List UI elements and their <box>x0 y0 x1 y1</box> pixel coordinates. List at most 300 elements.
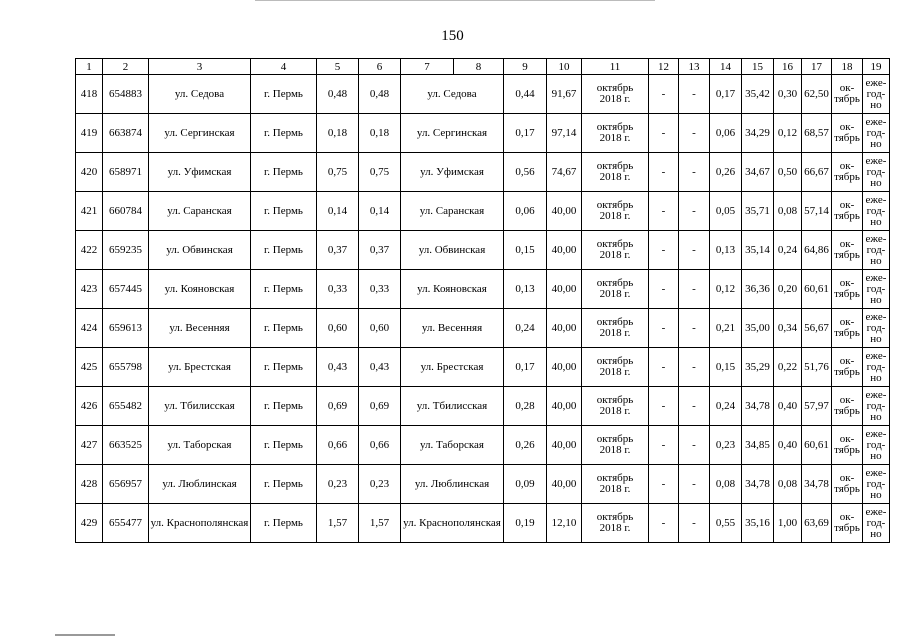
value-col5-cell: 0,48 <box>317 75 359 114</box>
dash-col13-cell: - <box>679 192 710 231</box>
dash-col12-cell: - <box>649 192 679 231</box>
table-row <box>76 270 890 309</box>
frequency-cell-line: год- <box>866 165 886 178</box>
street-name-cell: ул. Сергинская <box>149 114 251 153</box>
frequency-cell <box>863 270 890 309</box>
location-street-cell: ул. Таборская <box>401 426 504 465</box>
date-cell <box>582 504 649 543</box>
value-col16-cell: 0,20 <box>774 270 802 309</box>
date-cell-line: 2018 г. <box>599 249 631 261</box>
page-number: 150 <box>441 28 464 44</box>
value-col14-cell: 0,12 <box>710 270 742 309</box>
percent-col15-cell: 34,78 <box>742 465 774 504</box>
percent-col17-cell: 68,57 <box>802 114 832 153</box>
frequency-cell <box>863 114 890 153</box>
month-cell <box>832 348 863 387</box>
percent-col15-cell: 34,78 <box>742 387 774 426</box>
object-id-cell: 657445 <box>103 270 149 309</box>
value-col9-cell: 0,28 <box>504 387 547 426</box>
value-col14-cell: 0,05 <box>710 192 742 231</box>
frequency-cell-line: год- <box>866 516 886 529</box>
value-col9-cell: 0,13 <box>504 270 547 309</box>
value-col9-cell: 0,19 <box>504 504 547 543</box>
date-cell <box>582 348 649 387</box>
value-col14-cell: 0,06 <box>710 114 742 153</box>
value-col16-cell: 0,24 <box>774 231 802 270</box>
dash-col12-cell: - <box>649 309 679 348</box>
month-cell <box>832 387 863 426</box>
column-header-12: 12 <box>649 59 679 75</box>
percent-col15-cell: 34,85 <box>742 426 774 465</box>
percent-col10-cell: 40,00 <box>547 270 582 309</box>
city-cell: г. Пермь <box>251 387 317 426</box>
location-street-cell: ул. Брестская <box>401 348 504 387</box>
month-cell-line: тябрь <box>834 522 860 534</box>
month-cell-line: тябрь <box>834 249 860 261</box>
city-cell: г. Пермь <box>251 270 317 309</box>
table-row <box>76 192 890 231</box>
city-cell: г. Пермь <box>251 192 317 231</box>
dash-col13-cell: - <box>679 387 710 426</box>
month-cell-line: тябрь <box>834 483 860 495</box>
dash-col13-cell: - <box>679 504 710 543</box>
value-col6-cell: 0,48 <box>359 75 401 114</box>
month-cell <box>832 153 863 192</box>
table-row <box>76 114 890 153</box>
frequency-cell-line: но <box>870 488 882 501</box>
frequency-cell-line: но <box>870 98 882 111</box>
dash-col12-cell: - <box>649 75 679 114</box>
row-number-cell: 428 <box>76 465 103 504</box>
month-cell-line: ок- <box>839 82 855 94</box>
column-header-17: 17 <box>802 59 832 75</box>
dash-col12-cell: - <box>649 387 679 426</box>
row-number-cell: 422 <box>76 231 103 270</box>
object-id-cell: 655482 <box>103 387 149 426</box>
value-col5-cell: 0,60 <box>317 309 359 348</box>
value-col14-cell: 0,24 <box>710 387 742 426</box>
date-cell-line: октябрь <box>596 160 634 172</box>
month-cell-line: ок- <box>839 433 855 445</box>
column-header-9: 9 <box>504 59 547 75</box>
percent-col15-cell: 35,14 <box>742 231 774 270</box>
table-row <box>76 348 890 387</box>
city-cell: г. Пермь <box>251 114 317 153</box>
date-cell-line: октябрь <box>596 394 634 406</box>
table-row <box>76 231 890 270</box>
column-header-1: 1 <box>76 59 103 75</box>
percent-col17-cell: 63,69 <box>802 504 832 543</box>
month-cell <box>832 114 863 153</box>
scan-edge-mark <box>55 634 115 636</box>
object-id-cell: 655477 <box>103 504 149 543</box>
street-name-cell: ул. Люблинская <box>149 465 251 504</box>
date-cell-line: октябрь <box>596 82 634 94</box>
frequency-cell-line: год- <box>866 399 886 412</box>
percent-col17-cell: 34,78 <box>802 465 832 504</box>
value-col14-cell: 0,21 <box>710 309 742 348</box>
value-col9-cell: 0,56 <box>504 153 547 192</box>
date-cell <box>582 465 649 504</box>
percent-col17-cell: 62,50 <box>802 75 832 114</box>
dash-col12-cell: - <box>649 114 679 153</box>
percent-col15-cell: 35,42 <box>742 75 774 114</box>
dash-col12-cell: - <box>649 231 679 270</box>
frequency-cell-line: но <box>870 215 882 228</box>
percent-col17-cell: 57,14 <box>802 192 832 231</box>
month-cell-line: ок- <box>839 394 855 406</box>
dash-col13-cell: - <box>679 348 710 387</box>
dash-col13-cell: - <box>679 309 710 348</box>
month-cell <box>832 192 863 231</box>
frequency-cell-line: еже- <box>865 388 887 401</box>
column-header-8: 8 <box>454 59 504 75</box>
column-header-2: 2 <box>103 59 149 75</box>
frequency-cell-line: но <box>870 293 882 306</box>
city-cell: г. Пермь <box>251 465 317 504</box>
table-row <box>76 426 890 465</box>
frequency-cell <box>863 309 890 348</box>
month-cell-line: тябрь <box>834 366 860 378</box>
percent-col10-cell: 40,00 <box>547 309 582 348</box>
month-cell-line: ок- <box>839 277 855 289</box>
frequency-cell-line: но <box>870 332 882 345</box>
city-cell: г. Пермь <box>251 504 317 543</box>
percent-col10-cell: 40,00 <box>547 192 582 231</box>
percent-col17-cell: 66,67 <box>802 153 832 192</box>
frequency-cell-line: но <box>870 176 882 189</box>
street-name-cell: ул. Брестская <box>149 348 251 387</box>
value-col6-cell: 0,43 <box>359 348 401 387</box>
dash-col12-cell: - <box>649 348 679 387</box>
value-col6-cell: 0,33 <box>359 270 401 309</box>
month-cell-line: тябрь <box>834 93 860 105</box>
month-cell-line: ок- <box>839 160 855 172</box>
month-cell-line: тябрь <box>834 288 860 300</box>
object-id-cell: 660784 <box>103 192 149 231</box>
row-number-cell: 424 <box>76 309 103 348</box>
header-row <box>76 59 890 75</box>
value-col9-cell: 0,44 <box>504 75 547 114</box>
value-col6-cell: 0,66 <box>359 426 401 465</box>
dash-col13-cell: - <box>679 114 710 153</box>
frequency-cell <box>863 504 890 543</box>
city-cell: г. Пермь <box>251 231 317 270</box>
frequency-cell-line: еже- <box>865 115 887 128</box>
percent-col17-cell: 60,61 <box>802 426 832 465</box>
value-col16-cell: 0,30 <box>774 75 802 114</box>
city-cell: г. Пермь <box>251 348 317 387</box>
date-cell <box>582 426 649 465</box>
percent-col15-cell: 34,67 <box>742 153 774 192</box>
frequency-cell-line: год- <box>866 204 886 217</box>
percent-col17-cell: 51,76 <box>802 348 832 387</box>
value-col6-cell: 0,60 <box>359 309 401 348</box>
month-cell-line: тябрь <box>834 327 860 339</box>
frequency-cell <box>863 348 890 387</box>
value-col6-cell: 0,23 <box>359 465 401 504</box>
month-cell <box>832 270 863 309</box>
street-name-cell: ул. Таборская <box>149 426 251 465</box>
value-col16-cell: 0,40 <box>774 426 802 465</box>
location-street-cell: ул. Седова <box>401 75 504 114</box>
value-col5-cell: 0,18 <box>317 114 359 153</box>
frequency-cell-line: но <box>870 449 882 462</box>
frequency-cell-line: год- <box>866 360 886 373</box>
month-cell <box>832 426 863 465</box>
location-street-cell: ул. Люблинская <box>401 465 504 504</box>
percent-col10-cell: 12,10 <box>547 504 582 543</box>
month-cell <box>832 75 863 114</box>
percent-col10-cell: 40,00 <box>547 231 582 270</box>
city-cell: г. Пермь <box>251 153 317 192</box>
table-row <box>76 504 890 543</box>
column-header-15: 15 <box>742 59 774 75</box>
month-cell-line: ок- <box>839 472 855 484</box>
date-cell-line: 2018 г. <box>599 132 631 144</box>
table-row <box>76 465 890 504</box>
frequency-cell-line: еже- <box>865 466 887 479</box>
month-cell-line: ок- <box>839 316 855 328</box>
value-col6-cell: 1,57 <box>359 504 401 543</box>
value-col16-cell: 0,40 <box>774 387 802 426</box>
dash-col12-cell: - <box>649 504 679 543</box>
scan-edge-mark <box>255 0 655 1</box>
date-cell <box>582 270 649 309</box>
value-col16-cell: 0,12 <box>774 114 802 153</box>
date-cell <box>582 75 649 114</box>
value-col5-cell: 0,37 <box>317 231 359 270</box>
row-number-cell: 418 <box>76 75 103 114</box>
percent-col15-cell: 34,29 <box>742 114 774 153</box>
date-cell-line: 2018 г. <box>599 327 631 339</box>
street-name-cell: ул. Уфимская <box>149 153 251 192</box>
registry-table <box>75 58 890 543</box>
value-col5-cell: 0,75 <box>317 153 359 192</box>
frequency-cell-line: год- <box>866 243 886 256</box>
frequency-cell-line: еже- <box>865 271 887 284</box>
column-header-16: 16 <box>774 59 802 75</box>
date-cell-line: 2018 г. <box>599 93 631 105</box>
table-header <box>76 59 890 75</box>
row-number-cell: 420 <box>76 153 103 192</box>
value-col16-cell: 0,34 <box>774 309 802 348</box>
frequency-cell <box>863 231 890 270</box>
object-id-cell: 659235 <box>103 231 149 270</box>
month-cell-line: тябрь <box>834 171 860 183</box>
frequency-cell-line: но <box>870 527 882 540</box>
frequency-cell <box>863 387 890 426</box>
percent-col17-cell: 56,67 <box>802 309 832 348</box>
object-id-cell: 658971 <box>103 153 149 192</box>
row-number-cell: 423 <box>76 270 103 309</box>
location-street-cell: ул. Весенняя <box>401 309 504 348</box>
row-number-cell: 429 <box>76 504 103 543</box>
month-cell-line: тябрь <box>834 210 860 222</box>
date-cell-line: октябрь <box>596 121 634 133</box>
table-body <box>76 75 890 543</box>
object-id-cell: 655798 <box>103 348 149 387</box>
frequency-cell-line: год- <box>866 87 886 100</box>
value-col16-cell: 0,08 <box>774 465 802 504</box>
column-header-5: 5 <box>317 59 359 75</box>
frequency-cell-line: еже- <box>865 505 887 518</box>
street-name-cell: ул. Кояновская <box>149 270 251 309</box>
street-name-cell: ул. Седова <box>149 75 251 114</box>
date-cell <box>582 153 649 192</box>
month-cell-line: тябрь <box>834 405 860 417</box>
date-cell-line: октябрь <box>596 199 634 211</box>
value-col16-cell: 0,08 <box>774 192 802 231</box>
value-col14-cell: 0,23 <box>710 426 742 465</box>
date-cell-line: 2018 г. <box>599 522 631 534</box>
row-number-cell: 427 <box>76 426 103 465</box>
value-col5-cell: 0,43 <box>317 348 359 387</box>
value-col16-cell: 1,00 <box>774 504 802 543</box>
date-cell-line: 2018 г. <box>599 210 631 222</box>
value-col14-cell: 0,15 <box>710 348 742 387</box>
date-cell-line: октябрь <box>596 238 634 250</box>
date-cell-line: октябрь <box>596 277 634 289</box>
value-col5-cell: 0,23 <box>317 465 359 504</box>
percent-col17-cell: 64,86 <box>802 231 832 270</box>
value-col16-cell: 0,22 <box>774 348 802 387</box>
table-row <box>76 153 890 192</box>
frequency-cell-line: год- <box>866 126 886 139</box>
value-col14-cell: 0,17 <box>710 75 742 114</box>
frequency-cell-line: но <box>870 410 882 423</box>
month-cell-line: ок- <box>839 199 855 211</box>
column-header-14: 14 <box>710 59 742 75</box>
frequency-cell-line: еже- <box>865 154 887 167</box>
value-col6-cell: 0,18 <box>359 114 401 153</box>
value-col9-cell: 0,06 <box>504 192 547 231</box>
row-number-cell: 419 <box>76 114 103 153</box>
frequency-cell-line: но <box>870 254 882 267</box>
object-id-cell: 663874 <box>103 114 149 153</box>
percent-col10-cell: 40,00 <box>547 465 582 504</box>
percent-col15-cell: 35,71 <box>742 192 774 231</box>
frequency-cell <box>863 192 890 231</box>
percent-col15-cell: 35,16 <box>742 504 774 543</box>
frequency-cell <box>863 75 890 114</box>
column-header-18: 18 <box>832 59 863 75</box>
date-cell-line: октябрь <box>596 472 634 484</box>
dash-col12-cell: - <box>649 270 679 309</box>
month-cell <box>832 231 863 270</box>
date-cell-line: 2018 г. <box>599 171 631 183</box>
percent-col15-cell: 35,29 <box>742 348 774 387</box>
dash-col13-cell: - <box>679 231 710 270</box>
value-col9-cell: 0,26 <box>504 426 547 465</box>
row-number-cell: 421 <box>76 192 103 231</box>
location-street-cell: ул. Краснополянская <box>401 504 504 543</box>
dash-col13-cell: - <box>679 426 710 465</box>
frequency-cell <box>863 465 890 504</box>
frequency-cell-line: но <box>870 137 882 150</box>
dash-col12-cell: - <box>649 465 679 504</box>
percent-col10-cell: 91,67 <box>547 75 582 114</box>
percent-col15-cell: 36,36 <box>742 270 774 309</box>
date-cell-line: 2018 г. <box>599 405 631 417</box>
dash-col13-cell: - <box>679 75 710 114</box>
frequency-cell-line: еже- <box>865 427 887 440</box>
value-col5-cell: 1,57 <box>317 504 359 543</box>
value-col6-cell: 0,75 <box>359 153 401 192</box>
city-cell: г. Пермь <box>251 75 317 114</box>
table-row <box>76 75 890 114</box>
location-street-cell: ул. Сергинская <box>401 114 504 153</box>
table-row <box>76 309 890 348</box>
value-col6-cell: 0,69 <box>359 387 401 426</box>
street-name-cell: ул. Краснополянская <box>149 504 251 543</box>
value-col9-cell: 0,17 <box>504 348 547 387</box>
percent-col10-cell: 40,00 <box>547 348 582 387</box>
column-header-10: 10 <box>547 59 582 75</box>
frequency-cell-line: год- <box>866 282 886 295</box>
value-col16-cell: 0,50 <box>774 153 802 192</box>
frequency-cell <box>863 426 890 465</box>
value-col14-cell: 0,08 <box>710 465 742 504</box>
dash-col13-cell: - <box>679 153 710 192</box>
date-cell-line: октябрь <box>596 511 634 523</box>
column-header-3: 3 <box>149 59 251 75</box>
date-cell <box>582 114 649 153</box>
frequency-cell <box>863 153 890 192</box>
column-header-7: 7 <box>401 59 454 75</box>
street-name-cell: ул. Обвинская <box>149 231 251 270</box>
date-cell-line: октябрь <box>596 433 634 445</box>
date-cell-line: октябрь <box>596 355 634 367</box>
percent-col15-cell: 35,00 <box>742 309 774 348</box>
location-street-cell: ул. Обвинская <box>401 231 504 270</box>
date-cell-line: октябрь <box>596 316 634 328</box>
month-cell <box>832 309 863 348</box>
date-cell <box>582 192 649 231</box>
month-cell-line: ок- <box>839 355 855 367</box>
month-cell-line: тябрь <box>834 132 860 144</box>
value-col14-cell: 0,13 <box>710 231 742 270</box>
percent-col10-cell: 40,00 <box>547 426 582 465</box>
street-name-cell: ул. Тбилисская <box>149 387 251 426</box>
dash-col12-cell: - <box>649 153 679 192</box>
object-id-cell: 663525 <box>103 426 149 465</box>
value-col5-cell: 0,69 <box>317 387 359 426</box>
row-number-cell: 426 <box>76 387 103 426</box>
value-col14-cell: 0,26 <box>710 153 742 192</box>
percent-col10-cell: 97,14 <box>547 114 582 153</box>
table-row <box>76 387 890 426</box>
date-cell-line: 2018 г. <box>599 483 631 495</box>
city-cell: г. Пермь <box>251 426 317 465</box>
location-street-cell: ул. Кояновская <box>401 270 504 309</box>
column-header-13: 13 <box>679 59 710 75</box>
percent-col17-cell: 60,61 <box>802 270 832 309</box>
percent-col10-cell: 74,67 <box>547 153 582 192</box>
value-col9-cell: 0,24 <box>504 309 547 348</box>
month-cell-line: ок- <box>839 121 855 133</box>
date-cell <box>582 387 649 426</box>
frequency-cell-line: год- <box>866 477 886 490</box>
date-cell <box>582 309 649 348</box>
street-name-cell: ул. Саранская <box>149 192 251 231</box>
value-col5-cell: 0,66 <box>317 426 359 465</box>
location-street-cell: ул. Саранская <box>401 192 504 231</box>
object-id-cell: 654883 <box>103 75 149 114</box>
value-col9-cell: 0,17 <box>504 114 547 153</box>
street-name-cell: ул. Весенняя <box>149 309 251 348</box>
frequency-cell-line: но <box>870 371 882 384</box>
